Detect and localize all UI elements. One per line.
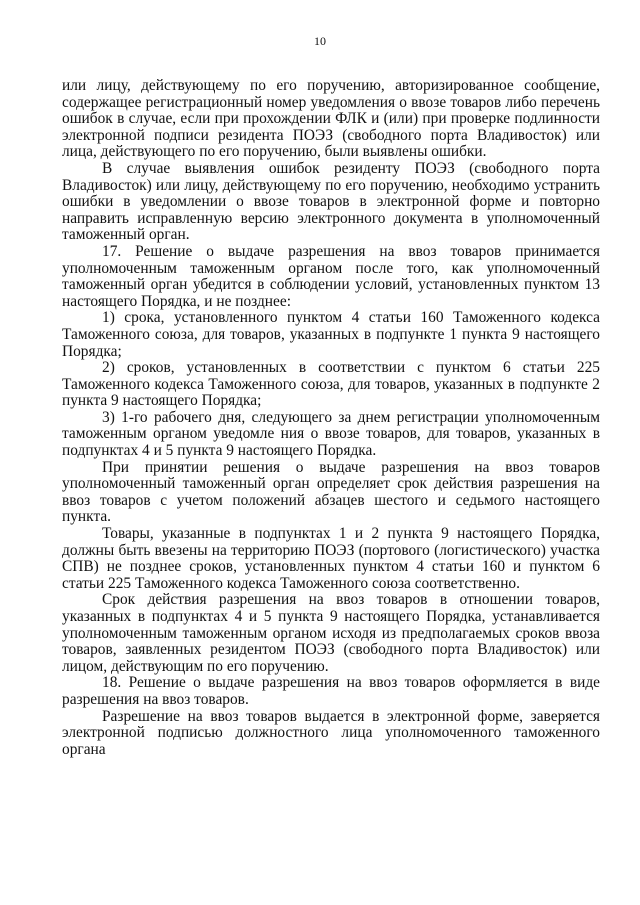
paragraph-errors: В случае выявления ошибок резиденту ПОЭЗ (свободного порта Владивосток) или лицу, действующему по его поручению, необходимо устранить ошибки в уведомлении о ввозе товаров в электронной форме и повторно направить исправленную версию электронного документа в уполномоченный таможенный орган. bbox=[62, 159, 600, 244]
paragraph-item-2: 2) сроков, установленных в соответствии с пунктом 6 статьи 225 Таможенного кодекса Таможенного союза, для товаров, указанных в подпункте 2 пункта 9 настоящего Порядка; bbox=[62, 359, 600, 410]
paragraph-item-3: 3) 1-го рабочего дня, следующего за днем регистрации уполномоченным таможенным органом уведомле ния о ввозе товаров, для товаров, указанных в подпунктах 4 и 5 пункта 9 настоящего Порядка. bbox=[62, 408, 600, 460]
paragraph-electronic-form: Разрешение на ввоз товаров выдается в электронной форме, заверяется электронной подписью должностного лица уполномоченного таможенного органа bbox=[62, 707, 600, 758]
paragraph-goods-terms: Товары, указанные в подпунктах 1 и 2 пункта 9 настоящего Порядка, должны быть ввезены на территорию ПОЭЗ (портового (логистического) участка СПВ) не позднее сроков, установленных пунктом 4 статьи 160 и пунктом 6 статьи 225 Таможенного кодекса Таможенного союза соответственно. bbox=[62, 525, 600, 592]
paragraph-clause-17: 17. Решение о выдаче разрешения на ввоз товаров принимается уполномоченным таможенным органом после того, как уполномоченный таможенный орган убедится в соблюдении условий, установленных пунктом 13 настоящего Порядка, и не позднее: bbox=[62, 242, 600, 310]
paragraph-validity-period: Срок действия разрешения на ввоз товаров в отношении товаров, указанных в подпунктах 4 и 5 пункта 9 настоящего Порядка, устанавливается уполномоченным таможенным органом исходя из предполагаемых сроков ввоза товаров, заявленных резидентом ПОЭЗ (свободного порта Владивосток) или лицом, действующим по его поручению. bbox=[62, 591, 600, 675]
paragraph-continuation: или лицу, действующему по его поручению, авторизированное сообщение, содержащее регистрационный номер уведомления о ввозе товаров либо перечень ошибок в случае, если при прохождении ФЛК и (или) при проверке подлинности электронной подписи резидента ПОЭЗ (свободного порта Владивосток) или лица, действующего по его поручению, были выявлены ошибки. bbox=[62, 77, 600, 161]
document-body bbox=[62, 78, 600, 758]
paragraph-clause-18: 18. Решение о выдаче разрешения на ввоз товаров оформляется в виде разрешения на ввоз товаров. bbox=[62, 674, 600, 708]
page-number: 10 bbox=[314, 34, 326, 48]
paragraph-item-1: 1) срока, установленного пунктом 4 статьи 160 Таможенного кодекса Таможенного союза, для товаров, указанных в подпункте 1 пункта 9 настоящего Порядка; bbox=[62, 309, 600, 360]
paragraph-validity: При принятии решения о выдаче разрешения на ввоз товаров уполномоченный таможенный орган определяет срок действия разрешения на ввоз товаров с учетом положений абзацев шестого и седьмого настоящего пункта. bbox=[62, 458, 600, 526]
